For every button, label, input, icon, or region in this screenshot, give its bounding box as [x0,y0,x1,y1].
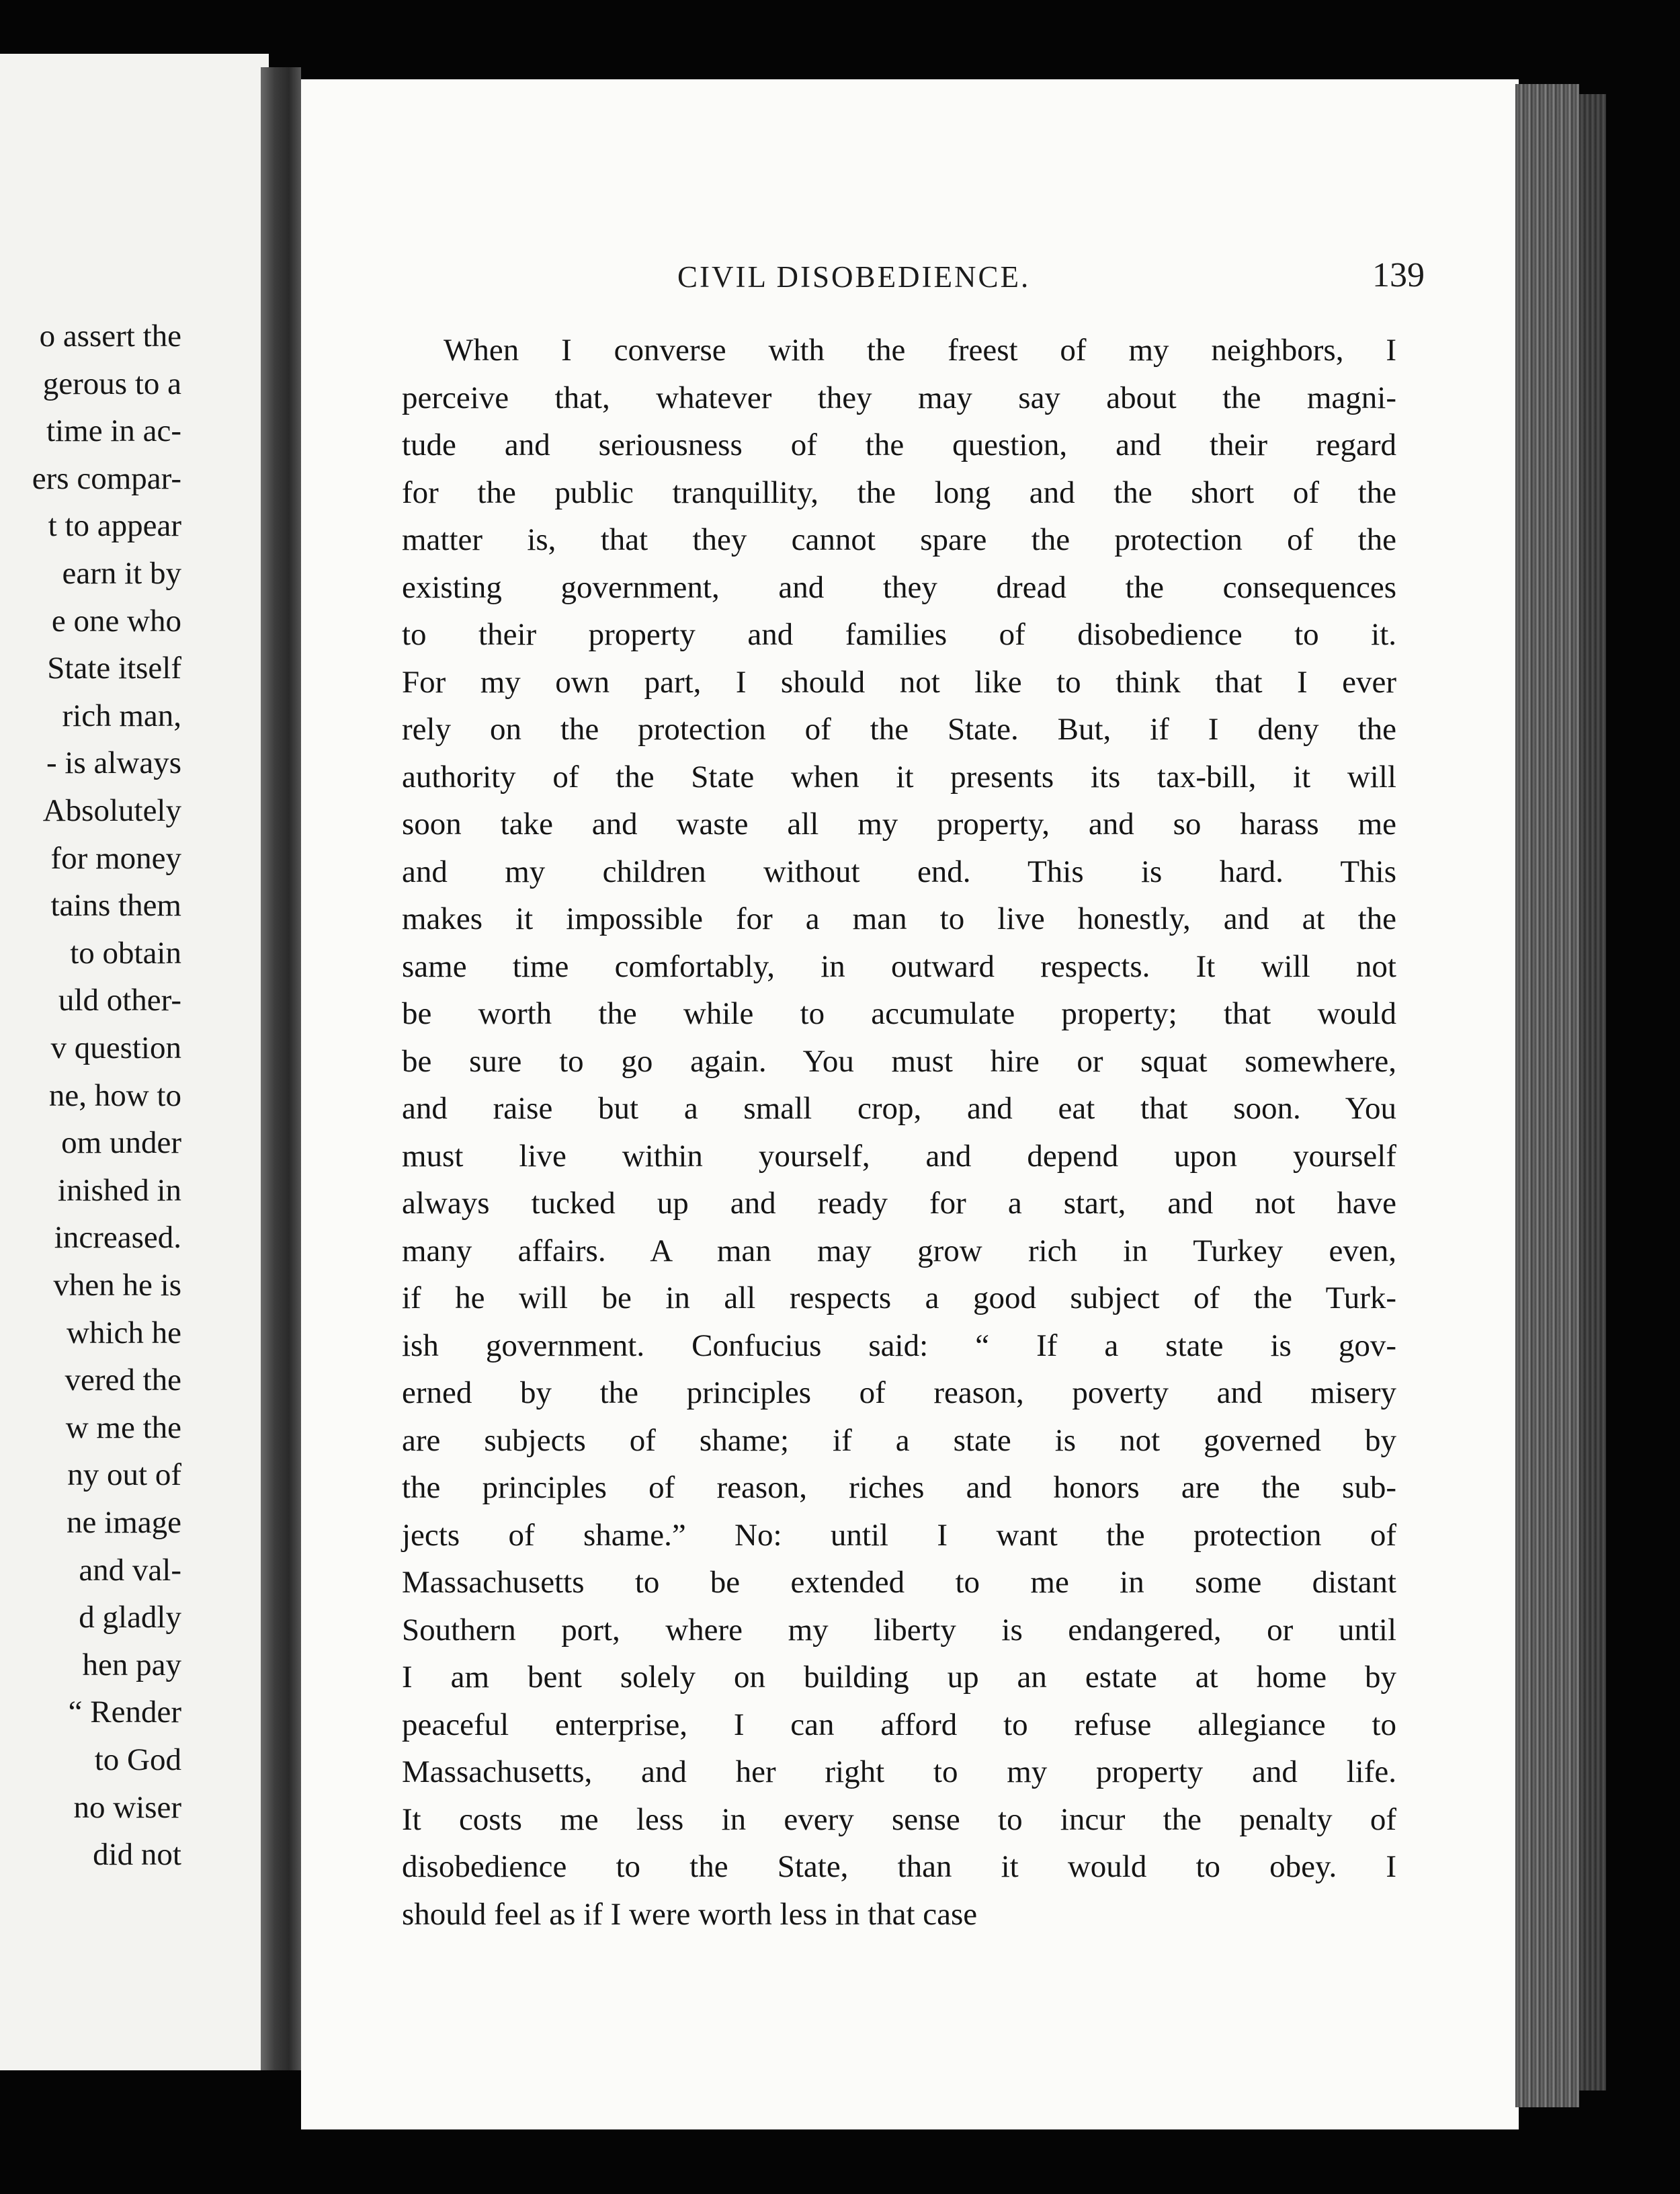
left-page-line: ers compar- [32,460,181,496]
running-header: CIVIL DISOBEDIENCE. [677,260,1031,294]
body-line: peaceful enterprise, I can afford to refuse allegiance to [402,1707,1396,1742]
body-line: if he will be in all respects a good subject of the Turk- [402,1281,1396,1315]
body-line: should feel as if I were worth less in that case [402,1896,978,1932]
left-page-line: gerous to a [42,366,181,401]
left-page-line: e one who [51,603,181,639]
body-line: for the public tranquillity, the long and the short of the [402,475,1396,510]
body-line: be worth the while to accumulate property; that would [402,996,1396,1031]
body-line: jects of shame.” No: until I want the protection of [402,1517,1396,1553]
body-line: makes it impossible for a man to live honestly, and at the [402,901,1396,936]
left-page-line: w me the [65,1410,181,1445]
left-page-line: om under [61,1125,181,1161]
body-line: and my children without end. This is hard. This [402,854,1396,889]
page-number: 139 [1372,256,1425,294]
body-line: erned by the principles of reason, poverty and misery [402,1375,1396,1410]
body-line: soon take and waste all my property, and so harass me [402,807,1396,842]
left-page-line: to God [94,1742,181,1777]
left-page-line: no wiser [73,1789,181,1825]
left-page-line: ny out of [67,1457,181,1493]
left-page-line: d gladly [79,1600,181,1635]
body-line: For my own part, I should not like to think that I ever [402,664,1396,700]
left-page-line: Absolutely [42,793,181,828]
body-line: are subjects of shame; if a state is not governed by [402,1422,1396,1458]
left-page-line: inished in [57,1172,181,1208]
left-page-line: did not [93,1837,181,1873]
body-line: Southern port, where my liberty is endangered, or until [402,1612,1396,1648]
left-page-line: o assert the [39,319,181,354]
left-page-line: vered the [65,1363,181,1398]
body-line: Massachusetts to be extended to me in some distant [402,1565,1396,1600]
left-page-line: hen pay [82,1647,181,1682]
body-line: many affairs. A man may grow rich in Turkey even, [402,1233,1396,1268]
body-line: same time comfortably, in outward respects. It will not [402,948,1396,984]
left-page-line: to obtain [70,935,181,971]
left-page-line: increased. [54,1220,181,1256]
body-line: authority of the State when it presents its tax-bill, it will [402,759,1396,795]
book-spine-shadow [261,67,301,2070]
book-fore-edge-outer [1579,94,1606,2090]
left-page-line: v question [50,1030,181,1065]
left-page-line: vhen he is [53,1268,181,1303]
left-page-line: ne, how to [48,1078,181,1113]
left-page-line: tains them [50,888,181,924]
body-line: the principles of reason, riches and honors are the sub- [402,1470,1396,1505]
left-page-line: rich man, [62,698,181,733]
left-page-line: - is always [46,745,181,781]
left-page-line: and val- [79,1552,181,1588]
left-page-line: t to appear [48,508,181,544]
left-page-line: State itself [47,651,181,686]
body-line: disobedience to the State, than it would to obey. I [402,1849,1396,1884]
left-page-line: earn it by [62,556,181,591]
left-page-line: uld other- [58,983,181,1018]
body-line: must live within yourself, and depend upon yourself [402,1138,1396,1174]
body-line: ish government. Confucius said: “ If a state is gov- [402,1328,1396,1363]
body-text [402,327,1396,1938]
body-line: perceive that, whatever they may say about the magni- [402,380,1396,415]
body-line: tude and seriousness of the question, and their regard [402,428,1396,462]
body-line: always tucked up and ready for a start, and not have [402,1186,1396,1221]
right-page [301,79,1519,2129]
body-line: and raise but a small crop, and eat that soon. You [402,1091,1396,1126]
left-page-line: ne image [67,1505,181,1540]
left-page-line: for money [50,840,181,876]
body-line: It costs me less in every sense to incur the penalty of [402,1801,1396,1837]
left-page-line: time in ac- [46,413,181,449]
body-line: be sure to go again. You must hire or squat somewhere, [402,1043,1396,1079]
body-line: existing government, and they dread the consequences [402,569,1396,605]
body-line: I am bent solely on building up an estate at home by [402,1660,1396,1695]
left-page-line: which he [67,1315,181,1350]
book-fore-edge [1515,84,1579,2107]
left-page-line: “ Render [68,1695,181,1730]
body-line: When I converse with the freest of my neighbors, I [444,333,1396,368]
body-line: Massachusetts, and her right to my property and life. [402,1754,1396,1789]
left-page [0,54,269,2070]
body-line: matter is, that they cannot spare the protection of the [402,522,1396,557]
body-line: rely on the protection of the State. But, if I deny the [402,712,1396,747]
body-line: to their property and families of disobedience to it. [402,617,1396,652]
